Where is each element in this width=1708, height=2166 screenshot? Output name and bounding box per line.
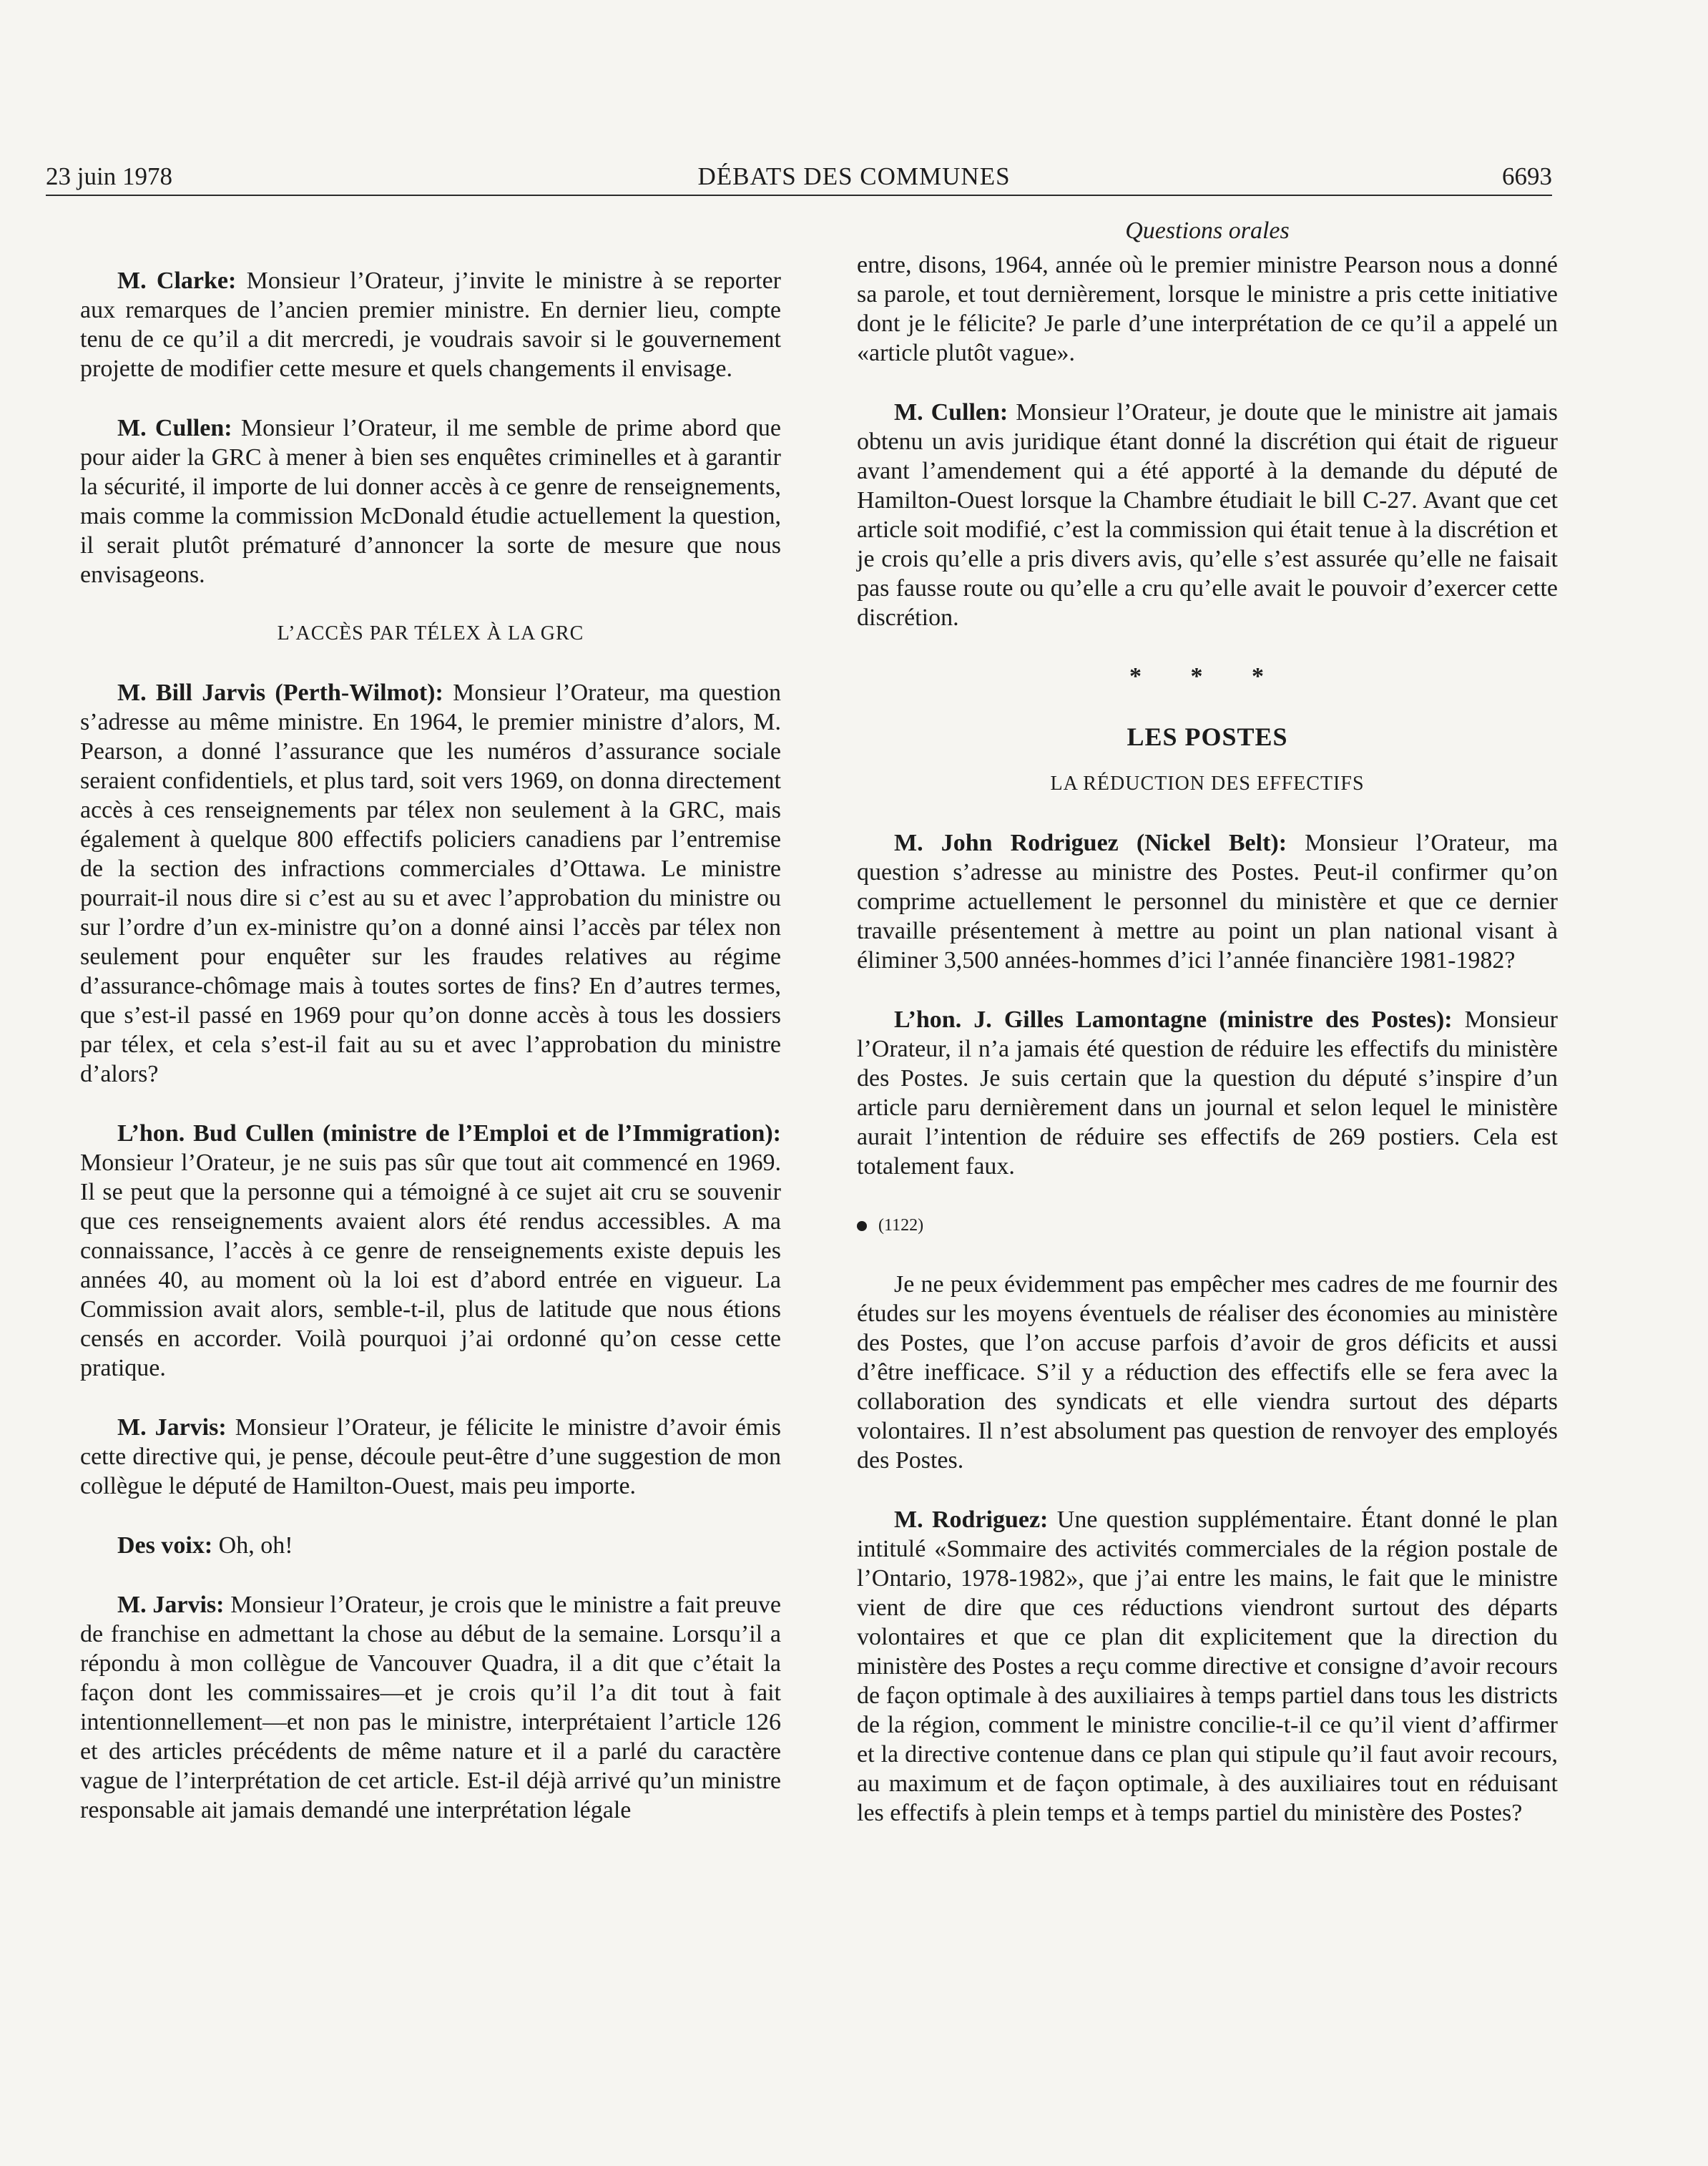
paragraph	[857, 1005, 1558, 1181]
paragraph	[857, 250, 1558, 368]
paragraph	[80, 1531, 781, 1560]
section-separator: * * *	[1129, 663, 1285, 690]
speaker-name: M. Cullen:	[894, 399, 1008, 426]
paragraph-text: Monsieur l’Orateur, j’invite le ministre à se reporter aux remarques de l’ancien premier ministre. En dernier lieu, compte tenu de ce qu’il a dit mercredi, je voudrais savoir si le gouvernement projette de modifier cette mesure et quels changements il envisage.	[80, 268, 781, 382]
paragraph-text: Monsieur l’Orateur, ma question s’adresse au même ministre. En 1964, le premier ministre d’alors, M. Pearson, a donné l’assurance que les numéros d’assurance sociale seraient confidentiels, et plus tard, soit vers 1969, on donna directement accès à ces renseignements par télex non seulement à la GRC, mais également à quelque 800 effectifs policiers canadiens par l’entremise de la section des infractions commerciales d’Ottawa. Le ministre pourrait-il nous dire si c’est au su et avec l’approbation du ministre ou sur l’ordre d’un ex-ministre qu’on a donné ainsi l’accès par télex non seulement pour enquêter sur les fraudes relatives au régime d’assurance-chômage mais à toutes sortes de fins? En d’autres termes, que s’est-il passé en 1969 pour qu’on donne accès à tous les dossiers par télex, et cela s’est-il fait au su et avec l’approbation du ministre d’alors?	[80, 680, 781, 1087]
header-title: DÉBATS DES COMMUNES	[697, 162, 1011, 190]
speaker-name: M. Rodriguez:	[894, 1506, 1049, 1533]
left-column	[80, 215, 781, 1825]
paragraph-text: Monsieur l’Orateur, il me semble de prime abord que pour aider la GRC à mener à bien ses enquêtes criminelles et à garantir la sécurité, il importe de lui donner accès à ce genre de renseignements, mais comme la commission McDonald étudie actuellement la question, il serait plutôt prématuré d’annoncer la sorte de mesure que nous envisageons.	[80, 415, 781, 588]
speaker-name: M. John Rodriguez (Nickel Belt):	[894, 830, 1287, 856]
paragraph-text: Monsieur l’Orateur, je félicite le ministre d’avoir émis cette directive qui, je pense, découle peut-être d’une suggestion de mon collègue le député de Hamilton-Ouest, mais peu importe.	[80, 1414, 781, 1499]
paragraph	[857, 828, 1558, 975]
bullet-icon	[857, 1221, 867, 1231]
paragraph	[80, 1119, 781, 1383]
speaker-name: Des voix:	[117, 1532, 213, 1559]
header-date: 23 juin 1978	[46, 162, 172, 190]
speaker-name: M. Bill Jarvis (Perth-Wilmot):	[117, 680, 443, 706]
paragraph	[857, 398, 1558, 632]
speaker-name: M. Jarvis:	[117, 1592, 225, 1618]
section-heading: L’ACCÈS PAR TÉLEX À LA GRC	[277, 622, 584, 645]
paragraph-text: Monsieur l’Orateur, je ne suis pas sûr que tout ait commencé en 1969. Il se peut que la personne qui a témoigné à ce sujet ait cru se souvenir que ces renseignements avaient alors été rendus accessibles. A ma connaissance, l’accès à ce genre de renseignements existe depuis les années 40, au moment où la loi est d’abord entrée en vigueur. La Commission avait alors, semble-t-il, plus de latitude que nous étions censés en accorder. Voilà pourquoi j’ai ordonné qu’on cesse cette pratique.	[80, 1150, 781, 1381]
paragraph-text: Monsieur l’Orateur, ma question s’adresse au ministre des Postes. Peut-il confirmer qu’on comprime actuellement le personnel du ministère et que ce dernier travaille présentement à mettre au point un plan national visant à éliminer 3,500 années-hommes d’ici l’année financière 1981-1982?	[857, 830, 1559, 974]
time-marker	[857, 1211, 1558, 1240]
paragraph	[80, 678, 781, 1089]
speaker-name: M. Cullen:	[117, 415, 232, 441]
paragraph-text: Monsieur l’Orateur, je crois que le ministre a fait preuve de franchise en admettant la chose au début de la semaine. Lorsqu’il a répondu à mon collègue de Vancouver Quadra, il a dit que c’était la façon dont les commissaires—et je crois qu’il l’a dit tout à fait intentionnellement—et non pas le ministre, interprétaient l’article 126 et des articles précédents de même nature et il a parlé du caractère vague de l’interprétation de cet article. Est-il déjà arrivé qu’un ministre responsable ait jamais demandé une interprétation légale	[80, 1592, 781, 1823]
section-subheading: LA RÉDUCTION DES EFFECTIFS	[1050, 773, 1365, 795]
section-heading-main: LES POSTES	[1127, 722, 1288, 751]
running-head: Questions orales	[1125, 217, 1290, 244]
paragraph-text: Monsieur l’Orateur, il n’a jamais été question de réduire les effectifs du ministère des Postes. Je suis certain que la question du député s’inspire d’un article paru dernièrement dans un journal et selon lequel le ministère aurait l’intention de réduire ses effectifs de 269 postiers. Cela est totalement faux.	[857, 1006, 1558, 1180]
header-page-number: 6693	[1502, 162, 1552, 190]
speaker-name: L’hon. Bud Cullen (ministre de l’Emploi et de l’Immigration):	[117, 1120, 781, 1147]
paragraph-text: entre, disons, 1964, année où le premier ministre Pearson nous a donné sa parole, et tout dernièrement, lorsque le ministre a pris cette initiative dont je le félicite? Je parle d’une interprétation de ce qu’il a appelé un «article plutôt vague».	[857, 252, 1558, 366]
speaker-name: M. Jarvis:	[117, 1414, 227, 1441]
paragraph-text: Je ne peux évidemment pas empêcher mes cadres de me fournir des études sur les moyens éventuels de réaliser des économies au ministère des Postes, que l’on accuse parfois d’avoir de gros déficits et aussi d’être inefficace. S’il y a réduction des effectifs elle se fera avec la collaboration des syndicats et elle viendra surtout des départs volontaires. Il n’est absolument pas question de renvoyer des employés des Postes.	[857, 1271, 1558, 1474]
paragraph-text: Une question supplémentaire. Étant donné le plan intitulé «Sommaire des activités commerciales de la région postale de l’Ontario, 1978-1982», que j’ai entre les mains, le fait que le ministre vient de dire que ces réductions viendront surtout des départs volontaires et que ce plan dit explicitement que la direction du ministère des Postes a reçu comme directive et consigne d’avoir recours de façon optimale à des auxiliaires à temps partiel dans tous les districts de la région, comment le ministre concilie-t-il ce qu’il vient d’affirmer et la directive contenue dans ce plan qui stipule qu’il faut avoir recours, au maximum et de façon optimale, à des auxiliaires tout en réduisant les effectifs à plein temps et à temps partiel du ministère des Postes?	[857, 1506, 1558, 1826]
paragraph-text: Monsieur l’Orateur, je doute que le ministre ait jamais obtenu un avis juridique étant donné la discrétion qui était de rigueur avant l’amendement qui a été apporté à la demande du député de Hamilton-Ouest lorsque la Chambre étudiait le bill C-27. Avant que cet article soit modifié, c’est la commission qui était tenue à la discrétion et je crois qu’elle a pris divers avis, qu’elle s’est assurée qu’elle ne faisait pas fausse route ou qu’elle a cru qu’elle avait le pouvoir d’exercer cette discrétion.	[857, 399, 1558, 631]
paragraph	[80, 413, 781, 589]
paragraph-text: Oh, oh!	[218, 1532, 293, 1559]
paragraph	[80, 1413, 781, 1501]
paragraph	[80, 266, 781, 383]
paragraph	[857, 1270, 1558, 1475]
header-rule	[46, 195, 1552, 196]
speaker-name: M. Clarke:	[117, 268, 237, 294]
paragraph	[857, 1505, 1558, 1828]
speaker-name: L’hon. J. Gilles Lamontagne (ministre des Postes):	[894, 1006, 1453, 1033]
right-column	[857, 215, 1558, 1828]
time-marker-text: (1122)	[878, 1216, 924, 1235]
paragraph	[80, 1590, 781, 1825]
